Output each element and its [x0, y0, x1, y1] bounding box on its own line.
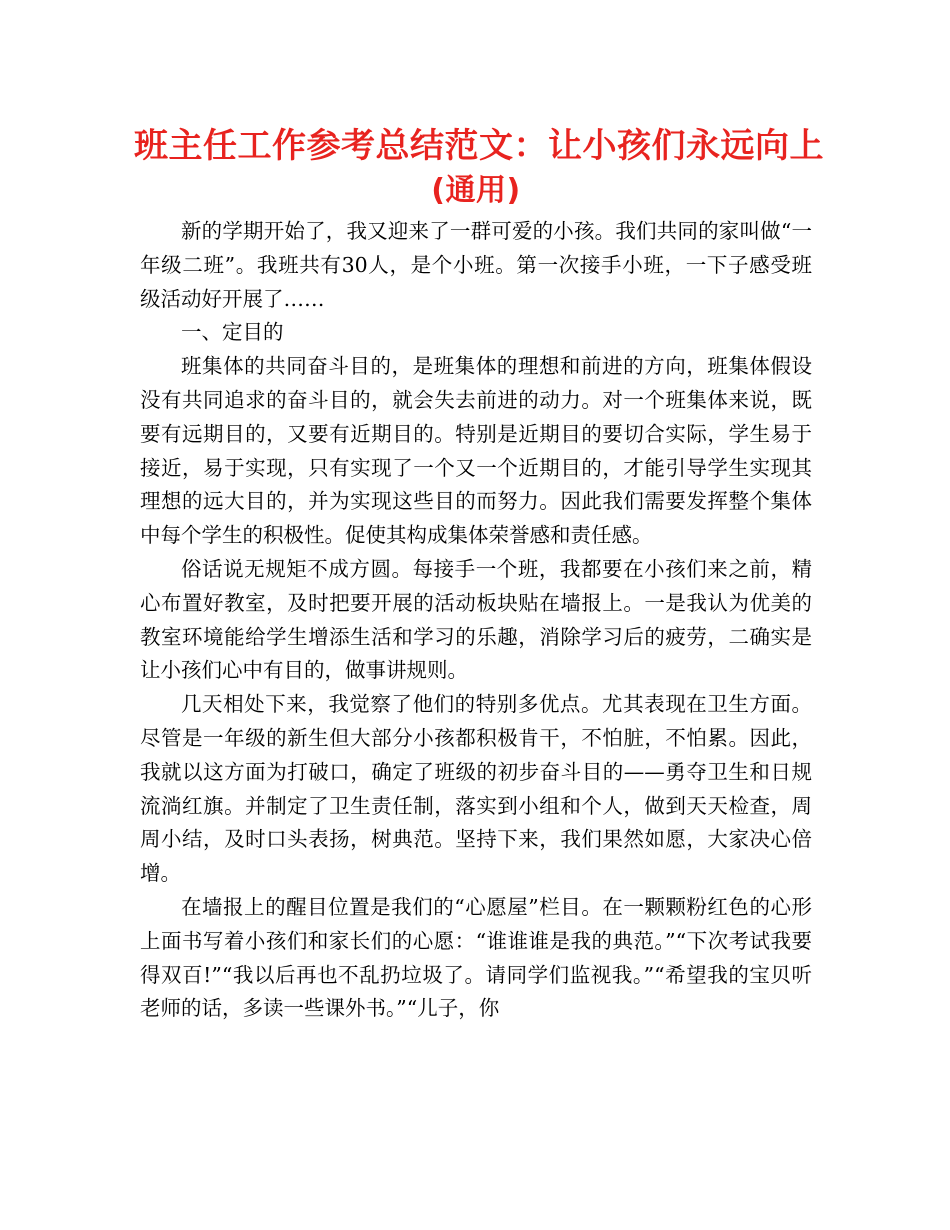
document-title — [134, 122, 824, 212]
document-page — [134, 122, 824, 1026]
document-body — [140, 215, 812, 1026]
paragraph-rules: 俗话说无规矩不成方圆。每接手一个班，我都要在小孩们来之前，精心布置好教室，及时把要开展的活动板块贴在墙报上。一是我认为优美的教室环境能给学生增添生活和学习的乐趣，消除学习后的疲劳，二确实是让小孩们心中有目的，做事讲规则。 — [140, 556, 812, 683]
title-line-1: 班主任工作参考总结范文：让小孩们永远向上 — [134, 126, 824, 166]
title-line-2: (通用) — [431, 173, 521, 208]
paragraph-hygiene: 几天相处下来，我觉察了他们的特别多优点。尤其表现在卫生方面。尽管是一年级的新生但大部分小孩都积极肯干，不怕脏，不怕累。因此，我就以这方面为打破口，确定了班级的初步奋斗目的——勇夺卫生和日规流淌红旗。并制定了卫生责任制，落实到小组和个人，做到天天检查，周周小结，及时口头表扬，树典范。坚持下来，我们果然如愿，大家决心倍增。 — [140, 692, 812, 886]
section-heading: 一、定目的 — [181, 320, 284, 345]
paragraph-wish-house: 在墙报上的醒目位置是我们的“心愿屋”栏目。在一颗颗粉红色的心形上面书写着小孩们和家长们的心愿：“谁谁谁是我的典范。”“下次考试我要得双百!”“我以后再也不乱扔垃圾了。请同学们监视我。”“希望我的宝贝听老师的话，多读一些课外书。”“儿子，你 — [140, 894, 812, 1021]
paragraph-goals: 班集体的共同奋斗目的，是班集体的理想和前进的方向，班集体假设没有共同追求的奋斗目的，就会失去前进的动力。对一个班集体来说，既要有远期目的，又要有近期目的。特别是近期目的要切合实际，学生易于接近，易于实现，只有实现了一个又一个近期目的，才能引导学生实现其理想的远大目的，并为实现这些目的而努力。因此我们需要发挥整个集体中每个学生的积极性。促使其构成集体荣誉感和责任感。 — [140, 354, 812, 548]
paragraph-intro: 新的学期开始了，我又迎来了一群可爱的小孩。我们共同的家叫做“一年级二班”。我班共有30人，是个小班。第一次接手小班，一下子感受班级活动好开展了…… — [140, 219, 812, 311]
